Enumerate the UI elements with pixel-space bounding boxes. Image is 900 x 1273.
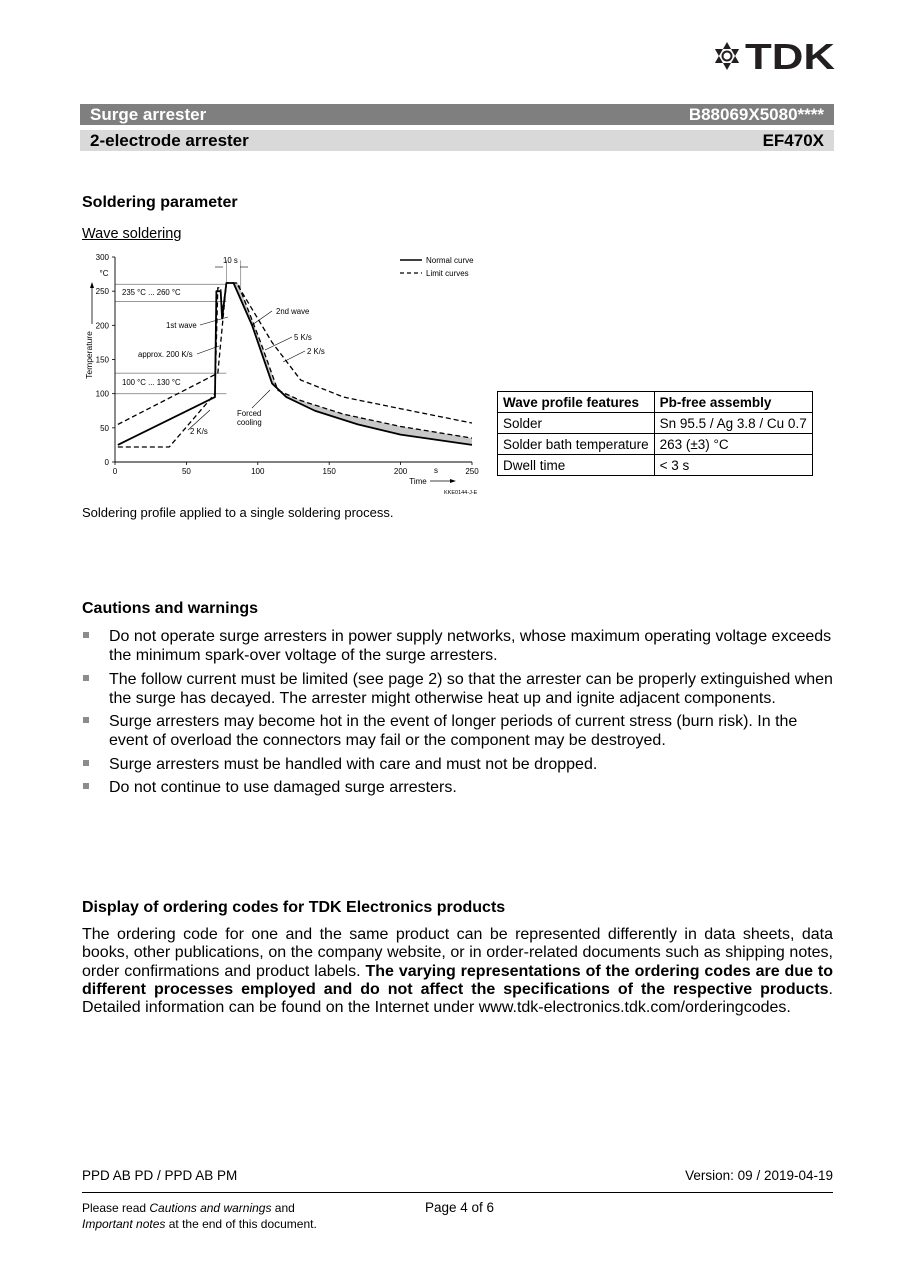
annotation-2ks-preheat: 2 K/s <box>190 427 208 436</box>
annotation-5ks: 5 K/s <box>294 333 312 342</box>
cautions-list <box>80 627 834 802</box>
table-header-row <box>498 392 813 413</box>
bullet-icon <box>83 632 89 638</box>
caution-text: Do not operate surge arresters in power supply networks, whose maximum operating voltage exceeds the minimum spark-over voltage of the surge arresters. <box>109 628 832 664</box>
ordering-text-bold: The varying representations of the ordering codes are due to different processes employed and do not affect the specifications of the respective products <box>82 962 833 998</box>
y-tick-label: 250 <box>95 287 109 297</box>
x-tick-label: 200 <box>393 467 408 476</box>
annotation-ramp-rate: approx. 200 K/s <box>138 350 193 359</box>
note-suffix: at the end of this document. <box>165 1217 317 1231</box>
table-cell: < 3 s <box>654 455 812 476</box>
wave-profile-table <box>497 391 813 476</box>
soldering-caption: Soldering profile applied to a single soldering process. <box>82 505 394 520</box>
note-and: and <box>271 1201 295 1215</box>
caution-text: Do not continue to use damaged surge arresters. <box>109 779 457 796</box>
figure-code: KKE0144-J-E <box>444 490 478 496</box>
caution-text: The follow current must be limited (see page 2) so that the arrester can be properly extinguished when the surge has decayed. The arrester might otherwise heat up and ignite adjacent components. <box>109 670 833 707</box>
list-item <box>80 778 834 797</box>
y-unit: °C <box>99 269 109 278</box>
ordering-paragraph <box>82 926 833 1017</box>
x-unit: s <box>434 466 438 475</box>
list-item <box>80 670 834 708</box>
y-tick-label: 150 <box>95 355 109 365</box>
x-tick-label: 250 <box>465 467 479 476</box>
x-axis-arrowhead <box>450 479 456 483</box>
footer-rule <box>82 1192 833 1193</box>
bullet-icon <box>83 783 89 789</box>
caution-text: Surge arresters may become hot in the event of longer periods of current stress (burn risk). In the event of overload the connectors may fail or the component may be destroyed. <box>109 713 798 749</box>
cautions-heading: Cautions and warnings <box>82 600 259 617</box>
y-tick-label: 300 <box>95 253 109 262</box>
table-cell: Solder <box>498 413 655 434</box>
table-cell: Dwell time <box>498 455 655 476</box>
annotation-forced-cooling: Forced cooling <box>237 409 262 427</box>
product-subtitle: 2-electrode arrester <box>90 131 249 150</box>
y-tick-label: 50 <box>100 423 109 433</box>
x-tick-label: 0 <box>112 467 118 476</box>
legend-limit-label: Limit curves <box>426 269 469 278</box>
y-axis-title: Temperature <box>84 331 94 379</box>
annotation-preheat-range: 100 °C ... 130 °C <box>122 378 181 387</box>
tolerance-band <box>234 283 472 445</box>
ordering-text: The ordering code for one and the same product can be represented differently in data sheets, data books, other publications, on the company website, or in order-related documents such as shipping notes, order confirmations and product labels. <box>82 926 833 980</box>
list-item <box>80 755 834 774</box>
ordering-text-end: . Detailed information can be found on the Internet under www.tdk-electronics.tdk.com/orderingcodes. <box>82 980 833 1017</box>
footer-note <box>82 1200 317 1232</box>
x-axis-title: Time <box>409 477 427 486</box>
bullet-icon <box>83 760 89 766</box>
note-cautions-link: Cautions and warnings <box>149 1201 272 1215</box>
note-important-link: Important notes <box>82 1217 166 1231</box>
annotation-2nd-wave: 2nd wave <box>276 307 310 316</box>
table-row <box>498 413 813 434</box>
table-header-cell: Wave profile features <box>498 392 655 413</box>
table-header-cell: Pb-free assembly <box>654 392 812 413</box>
table-cell: Sn 95.5 / Ag 3.8 / Cu 0.7 <box>654 413 812 434</box>
product-type: EF470X <box>762 131 824 150</box>
list-item <box>80 627 834 665</box>
product-name: Surge arrester <box>90 105 207 124</box>
y-tick-label: 200 <box>95 321 109 331</box>
bullet-icon <box>83 675 89 681</box>
table-cell: Solder bath temperature <box>498 434 655 455</box>
table-row <box>498 455 813 476</box>
x-tick-label: 100 <box>251 467 265 476</box>
wave-soldering-subheading: Wave soldering <box>82 226 182 242</box>
soldering-heading: Soldering parameter <box>82 194 238 211</box>
part-number: B88069X5080**** <box>688 105 824 124</box>
tdk-emblem-icon <box>712 40 836 72</box>
list-item <box>80 712 834 750</box>
page-number: Page 4 of 6 <box>425 1200 495 1215</box>
annotation-1st-wave: 1st wave <box>166 321 197 330</box>
soldering-profile-chart <box>80 250 485 500</box>
footer-department: PPD AB PD / PPD AB PM <box>82 1168 238 1183</box>
table-row <box>498 434 813 455</box>
table-cell: 263 (±3) °C <box>654 434 812 455</box>
annotation-2ks-cooling: 2 K/s <box>307 347 325 356</box>
footer-version: Version: 09 / 2019-04-19 <box>685 1168 833 1183</box>
y-axis-arrowhead <box>90 282 94 288</box>
annotation-10s: 10 s <box>223 256 238 265</box>
annotation-peak-range: 235 °C ... 260 °C <box>122 288 181 297</box>
y-tick-label: 0 <box>104 458 109 467</box>
legend-normal-label: Normal curve <box>426 256 474 265</box>
y-tick-label: 100 <box>95 389 109 399</box>
ordering-heading: Display of ordering codes for TDK Electronics products <box>82 899 506 916</box>
caution-text: Surge arresters must be handled with care and must not be dropped. <box>109 755 598 773</box>
tdk-logo <box>712 40 836 72</box>
note-prefix: Please read <box>82 1201 150 1215</box>
bullet-icon <box>83 717 89 723</box>
header-band-product <box>80 104 834 125</box>
x-tick-label: 50 <box>181 467 191 476</box>
logo-text: TDK <box>745 40 835 72</box>
x-tick-label: 150 <box>322 467 336 476</box>
header-band-type <box>80 130 834 151</box>
